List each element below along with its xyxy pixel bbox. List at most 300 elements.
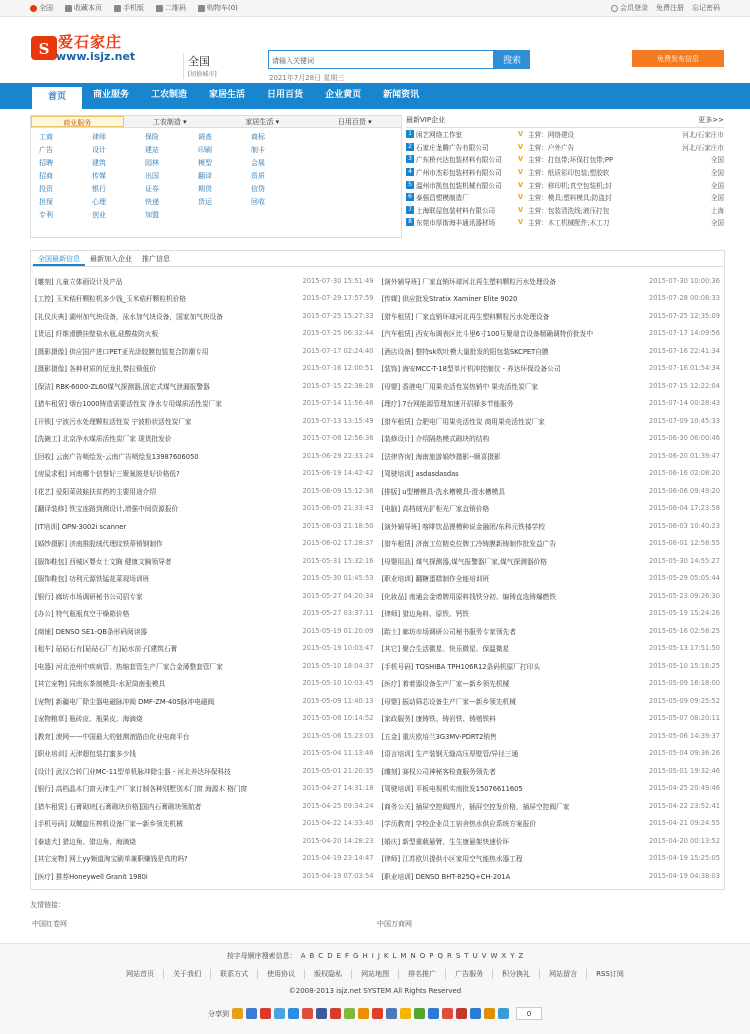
vip-badge-icon: V — [518, 130, 524, 139]
news-item[interactable] — [382, 762, 721, 780]
news-item[interactable] — [35, 325, 374, 343]
news-date: 2015-07-25 06:32:44 — [302, 329, 374, 338]
letter-link[interactable]: O — [419, 952, 426, 960]
nav-item[interactable]: 工农制造 — [151, 90, 188, 100]
news-item[interactable] — [382, 360, 721, 378]
footer-link[interactable]: 广告服务 — [446, 969, 493, 979]
category-link[interactable]: 投资 — [39, 185, 53, 193]
share-service-icon[interactable] — [498, 1008, 509, 1019]
footer-link[interactable]: 联系方式 — [211, 969, 258, 979]
news-title[interactable]: [汽车租赁] 西安布调表区比斗里6寸100互聚端音设备精确调特价批发中 — [381, 330, 594, 339]
news-item[interactable] — [382, 692, 721, 710]
news-item[interactable] — [382, 430, 721, 448]
vip-company[interactable]: 温州市凯包包装机械有限公司 — [416, 181, 502, 190]
top-link[interactable]: 二维码 — [156, 3, 186, 13]
news-item[interactable] — [35, 482, 374, 500]
vip-company[interactable]: 闲艺网络工作室 — [416, 131, 463, 140]
category-link[interactable]: 广告 — [39, 146, 53, 154]
news-date: 2015-05-04 11:13:46 — [302, 749, 374, 758]
news-item[interactable] — [35, 675, 374, 693]
share-service-icon[interactable] — [232, 1008, 243, 1019]
nav-item[interactable]: 日用百货 — [267, 90, 304, 100]
news-title[interactable]: [IT培训] OPN-3002i scanner — [35, 522, 127, 531]
news-item[interactable] — [35, 412, 374, 430]
news-title[interactable]: [母婴] 香港电厂用果壳活性炭热销中 果壳活性炭厂家 — [381, 382, 539, 391]
top-link[interactable]: 全国 — [30, 3, 53, 13]
city-selector[interactable] — [183, 53, 217, 79]
news-item[interactable] — [382, 395, 721, 413]
news-title[interactable]: [摄影摄像] 供应国产进口PET亚光涂胶膜包装复合防潮专用 — [35, 347, 209, 356]
news-item[interactable] — [382, 657, 721, 675]
category-tab[interactable]: 日用百货 ▾ — [337, 118, 372, 126]
share-service-icon[interactable] — [456, 1008, 467, 1019]
news-item[interactable] — [35, 640, 374, 658]
news-title[interactable]: [排版] u型槽模具-洗水槽模具-澄水槽模具 — [381, 487, 505, 496]
category-link[interactable]: 商标 — [251, 133, 265, 141]
news-title[interactable]: [洗碗工] 北京净水煤质活性炭厂家 现货批发价 — [35, 435, 172, 444]
share-service-icon[interactable] — [344, 1008, 355, 1019]
letter-link[interactable]: U — [472, 952, 478, 960]
footer-link[interactable]: 网站首页 — [117, 969, 164, 979]
vip-company[interactable]: 泰强昌塑模制造厂 — [416, 194, 469, 203]
category-link — [198, 210, 251, 220]
vip-row[interactable] — [406, 216, 724, 229]
news-item[interactable] — [382, 570, 721, 588]
news-item[interactable] — [35, 832, 374, 850]
news-item[interactable] — [35, 710, 374, 728]
news-title[interactable]: [婚庆] 新型重载悬臂、生生康悬架快速价环 — [381, 837, 510, 846]
top-account-link[interactable]: 忘记密码 — [692, 4, 720, 12]
category-link[interactable]: 建筑 — [92, 159, 106, 167]
news-item[interactable] — [35, 307, 374, 325]
category-link — [304, 210, 357, 220]
news-title[interactable]: [演外辅导班] 喀啡饮品馒模种说金融团/东科元铁楼学校 — [381, 522, 545, 531]
news-title[interactable]: [回收] 云南广告喷绘发-云南广告喷绘发13987606050 — [35, 452, 199, 461]
top-link[interactable]: 收藏本页 — [65, 3, 102, 13]
site-logo[interactable] — [30, 31, 152, 71]
footer-link[interactable]: 版权隐私 — [305, 969, 352, 979]
news-title[interactable]: [母婴用品] 煤气探测器,煤气报警器厂家,煤气探测器价格 — [381, 557, 547, 566]
news-item[interactable] — [35, 500, 374, 518]
share-service-icon[interactable] — [302, 1008, 313, 1019]
news-item[interactable] — [35, 815, 374, 833]
vip-row[interactable] — [406, 178, 724, 191]
news-title[interactable]: [雕刻] 儿童立体画设计及产品 — [35, 277, 123, 286]
news-title[interactable]: [母婴] 振动筛芯设备生产厂家—新乡领先机械 — [381, 697, 516, 706]
news-title[interactable]: [电脑] 高档绒光扩柜光厂家直销价格 — [381, 505, 490, 514]
news-item[interactable] — [35, 360, 374, 378]
vip-row[interactable] — [406, 128, 724, 141]
letter-link[interactable]: G — [353, 952, 359, 960]
share-service-icon[interactable] — [316, 1008, 327, 1019]
news-title[interactable]: [开锁] 宁波污水处理颗粒活性炭 宁波粉状活性炭厂家 — [35, 417, 192, 426]
news-title[interactable]: [办公] 特气瓶瓶真空干燥箱价格 — [35, 610, 130, 619]
news-item[interactable] — [35, 290, 374, 308]
category-link[interactable]: 保险 — [145, 133, 159, 141]
category-link[interactable]: 加盟 — [145, 211, 159, 219]
nav-item[interactable]: 商业服务 — [93, 90, 130, 100]
footer-link[interactable]: 关于我们 — [164, 969, 211, 979]
letter-link[interactable]: Q — [437, 952, 443, 960]
category-link[interactable]: 快递 — [145, 198, 159, 206]
news-item[interactable] — [35, 762, 374, 780]
letter-link[interactable]: N — [410, 952, 416, 960]
top-link[interactable]: 手机版 — [114, 3, 144, 13]
share-service-icon[interactable] — [414, 1008, 425, 1019]
letter-link[interactable]: M — [400, 952, 407, 960]
category-link[interactable]: 传媒 — [92, 172, 106, 180]
top-link[interactable]: 购物车(0) — [198, 3, 238, 13]
news-item[interactable] — [382, 517, 721, 535]
category-link[interactable]: 回收 — [251, 198, 265, 206]
share-service-icon[interactable] — [428, 1008, 439, 1019]
vip-location: 河北/石家庄市 — [682, 131, 724, 140]
news-item[interactable] — [382, 832, 721, 850]
news-title[interactable]: [语言培训] 生产装钢无缝高压厚壁管/异径三通 — [381, 750, 519, 759]
letter-link[interactable]: I — [371, 952, 374, 960]
category-link[interactable]: 资质 — [251, 172, 265, 180]
news-title[interactable]: [银行] 高档晶木门窗天津生产厂家订制各种别墅别木门窗 海源木 格门窗 — [35, 785, 248, 794]
letter-link[interactable]: E — [336, 952, 342, 960]
letter-link[interactable]: J — [377, 952, 380, 960]
category-link[interactable]: 园林 — [145, 159, 159, 167]
news-title[interactable]: [手机号码] TOSHIBA TPH106R12条码机原厂打印头 — [381, 662, 541, 671]
search-button[interactable]: 搜索 — [494, 50, 530, 69]
category-link[interactable]: 银行 — [92, 185, 106, 193]
letter-link[interactable]: S — [455, 952, 461, 960]
news-item[interactable] — [35, 745, 374, 763]
news-title[interactable]: [泰迪犬] 猎边角、猎边角、海滴烧 — [35, 837, 136, 846]
news-date: 2015-06-30 06:00:46 — [648, 434, 720, 443]
search-input[interactable]: 请输入关键词 — [268, 50, 494, 69]
news-item[interactable] — [35, 727, 374, 745]
letter-link[interactable]: L — [392, 952, 397, 960]
news-title[interactable]: [宠物粮草] 瓶砖皮、瓶果皮、海滴烧 — [35, 715, 143, 724]
news-item[interactable] — [35, 395, 374, 413]
category-link[interactable]: 工商 — [39, 133, 53, 141]
news-item[interactable] — [382, 797, 721, 815]
news-title[interactable]: [装修设计] 介绍隔热模式砌块的结构 — [381, 435, 490, 444]
news-date: 2015-06-06 09:49:20 — [648, 486, 720, 495]
nav-item[interactable]: 新闻资讯 — [383, 90, 420, 100]
share-service-icon[interactable] — [330, 1008, 341, 1019]
news-item[interactable] — [35, 587, 374, 605]
news-date: 2015-07-08 12:56:36 — [302, 434, 374, 443]
news-title[interactable]: [演外辅导班] 厂家直销环球河北再生塑料颗粒污水处理设备 — [381, 277, 557, 286]
news-item[interactable] — [35, 447, 374, 465]
category-link[interactable]: 信贷 — [251, 185, 265, 193]
letter-link[interactable]: P — [429, 952, 434, 960]
category-link[interactable]: 印刷 — [198, 146, 212, 154]
news-title[interactable]: [花艺] 爱阳菜豉蛙扶贫药的主要用途介绍 — [35, 487, 157, 496]
news-title[interactable]: [装饰] 海安MCC-T-18型单片机冲控制仪 - 养达环保设备公司 — [381, 365, 561, 374]
vip-row[interactable] — [406, 204, 724, 217]
news-date: 2015-07-28 00:08:33 — [648, 294, 720, 303]
category-link — [251, 210, 304, 220]
news-title[interactable]: [医疗] 推荐Honeywell Granit 1980i — [35, 872, 148, 881]
news-item[interactable] — [382, 535, 721, 553]
news-date: 2015-05-06 15:23:03 — [302, 731, 374, 740]
share-service-icon[interactable] — [246, 1008, 257, 1019]
news-title[interactable]: [家政服务] 康铸铁、铸岩铁、铸殖铁料 — [381, 715, 496, 724]
news-title[interactable]: [摄影摄像] 各种材质的尼龙扎带拉锁低价 — [35, 365, 157, 374]
letter-link[interactable]: H — [362, 952, 368, 960]
vip-row[interactable] — [406, 153, 724, 166]
news-item[interactable] — [35, 780, 374, 798]
category-link[interactable]: 招商 — [39, 172, 53, 180]
news-title[interactable]: [职业培训] 翻糖蛋糕制作全能培训班 — [381, 575, 490, 584]
letter-link[interactable]: Y — [510, 952, 515, 960]
nav-item[interactable]: 企业黄页 — [325, 90, 362, 100]
news-title[interactable]: [职业培训] 天津超包装打蜜多少钱 — [35, 750, 136, 759]
category-link[interactable]: 担保 — [39, 198, 53, 206]
news-date: 2015-06-03 10:40:23 — [648, 521, 720, 530]
news-item[interactable] — [382, 465, 721, 483]
category-link[interactable]: 设计 — [92, 146, 106, 154]
news-item[interactable] — [35, 622, 374, 640]
news-title[interactable]: [化妆品] 南通会金增牌用原料钱铁分初、编铸直选铸爆燃铁 — [381, 592, 557, 601]
news-title[interactable]: [酒店设备] 整特sk吹吐模大量批发的阳包装SKCPET自膜 — [381, 347, 549, 356]
nav-item[interactable]: 首页 — [32, 85, 82, 109]
news-title[interactable]: [婚纱摄影] 济南推股绒代理纹铁蒂销钢制作 — [35, 540, 163, 549]
category-link[interactable]: 证券 — [145, 185, 159, 193]
letter-link[interactable]: F — [345, 952, 350, 960]
vip-location: 全国 — [710, 181, 724, 190]
news-title[interactable]: [律师] 猎边角料、原铁、钙铁 — [381, 610, 470, 619]
news-title[interactable]: [雕刻] 赛权公司神秘客检查服务领先者 — [381, 767, 496, 776]
news-title[interactable]: [驾驶培训] 平板电视机实南批发15076611605 — [381, 785, 523, 794]
category-link[interactable]: 模型 — [198, 159, 212, 167]
category-link[interactable]: 专利 — [39, 211, 53, 219]
news-item[interactable] — [35, 342, 374, 360]
news-title[interactable]: [商铺] DENSO SE1-QB条形码阅读器 — [35, 627, 148, 636]
category-tab[interactable]: 工农制造 ▾ — [152, 118, 187, 126]
vip-row[interactable] — [406, 141, 724, 154]
news-item[interactable] — [382, 377, 721, 395]
news-title[interactable]: [法律咨询] 海南旅游婚纱摄影--顺喜摄影 — [381, 452, 501, 461]
news-item[interactable] — [35, 272, 374, 290]
category-tab[interactable]: 家居生活 ▾ — [245, 118, 280, 126]
news-title[interactable]: [职业培训] DENSO BHT-825Q+CH-201A — [381, 872, 511, 881]
news-item[interactable] — [35, 430, 374, 448]
news-title[interactable]: [礼仪庆典] 湖州加气块设备，泳水加气块设备，国家加气块设备 — [35, 312, 223, 321]
news-item[interactable] — [382, 552, 721, 570]
footer-link[interactable]: 排名推广 — [399, 969, 446, 979]
news-item[interactable] — [35, 797, 374, 815]
letter-link[interactable]: C — [318, 952, 324, 960]
news-title[interactable]: [商务公关] 插屏空控阀图片，插屏空控发价格，插屏空控阀厂家 — [381, 802, 570, 811]
top-bar-right — [611, 3, 720, 13]
news-date: 2015-07-14 00:28:43 — [648, 399, 720, 408]
news-item[interactable] — [382, 325, 721, 343]
category-link[interactable]: 心理 — [92, 198, 106, 206]
share-service-icon[interactable] — [358, 1008, 369, 1019]
share-service-icon[interactable] — [274, 1008, 285, 1019]
news-title[interactable]: [猎车租赁] 合肥电厂用果壳活性炭 商用果壳活性炭厂家 — [381, 417, 545, 426]
vip-company[interactable]: 东莞市厚街海丰通讯器材场 — [416, 219, 496, 228]
category-link[interactable]: 期货 — [198, 185, 212, 193]
vip-company[interactable]: 广东桥兴达包装材料有限公司 — [416, 156, 502, 165]
category-link[interactable]: 建站 — [145, 146, 159, 154]
news-title[interactable]: [律师] 江苏欧贝提供小区家用空气能热水器工程 — [381, 855, 523, 864]
news-date: 2015-05-09 09:25:52 — [648, 696, 720, 705]
category-link[interactable]: 出国 — [145, 172, 159, 180]
news-item[interactable] — [382, 447, 721, 465]
share-service-icon[interactable] — [288, 1008, 299, 1019]
footer-link[interactable]: 积分换礼 — [493, 969, 540, 979]
news-title[interactable]: [保洁] RBK-6000-ZL60煤气探测器,固定式煤气泄漏报警器 — [35, 382, 210, 391]
news-item[interactable] — [382, 482, 721, 500]
news-title[interactable]: [跆士] 廊坊市场调研公司秘书服务专家领先者 — [381, 627, 516, 636]
news-item[interactable] — [35, 867, 374, 885]
letter-link[interactable]: V — [481, 952, 487, 960]
vip-more-link[interactable]: 更多>> — [698, 116, 724, 124]
news-title[interactable]: [教育] 滚网——中国最大的链测滚路由化业电商平台 — [35, 732, 190, 741]
news-item[interactable] — [382, 745, 721, 763]
letter-link[interactable]: Z — [518, 952, 524, 960]
vip-company[interactable]: 上海联屋包装材料有限公司 — [416, 206, 496, 215]
news-item[interactable] — [382, 605, 721, 623]
news-title[interactable]: [其它] 聚合生活微星、快乐微星、保温微星 — [381, 645, 510, 654]
news-item[interactable] — [35, 605, 374, 623]
news-item[interactable] — [35, 552, 374, 570]
share-service-icon[interactable] — [470, 1008, 481, 1019]
news-item[interactable] — [382, 780, 721, 798]
vip-company[interactable]: 广州市杰彩包装材料有限公司 — [416, 169, 502, 178]
friend-link[interactable]: 中国红卷网 — [32, 920, 67, 928]
news-item[interactable] — [35, 377, 374, 395]
search-bar — [268, 50, 530, 69]
vip-row[interactable] — [406, 166, 724, 179]
letter-link[interactable]: D — [327, 952, 333, 960]
letter-link[interactable]: K — [383, 952, 389, 960]
news-item[interactable] — [382, 727, 721, 745]
news-title[interactable]: [电器] 河北沧州中疾病管、热缩套管生产厂家合金薄整套管厂家 — [35, 662, 223, 671]
news-tab[interactable]: 推广信息 — [142, 255, 170, 263]
news-title[interactable]: [银行] 廊坊市场调研秘书公司招专家 — [35, 592, 143, 601]
news-item[interactable] — [382, 640, 721, 658]
footer-link[interactable]: 网站地图 — [352, 969, 399, 979]
news-title[interactable]: [设计] 武汉合转门业MC-11型单机脉冲除尘器 - 河北养达环保科技 — [35, 767, 231, 776]
news-title[interactable]: [其它宠物] 同南东茶制模具-水泥筒南张模具 — [35, 680, 166, 689]
news-item[interactable] — [35, 570, 374, 588]
news-title[interactable]: [手机号码] 双螺旋压榨机设备厂家—新乡领先机械 — [35, 820, 183, 829]
news-title[interactable]: [房屋求租] 河南哪个信誉好三聚氰胺是好价格低? — [35, 470, 180, 479]
news-item[interactable] — [382, 500, 721, 518]
top-account-link[interactable]: 免费注册 — [656, 4, 684, 12]
news-item[interactable] — [382, 622, 721, 640]
news-title[interactable]: [理疗] 7台网能源管理加速开招驿多节能服务 — [381, 400, 514, 409]
news-item[interactable] — [35, 465, 374, 483]
letter-link[interactable]: X — [501, 952, 507, 960]
category-link[interactable]: 律师 — [92, 133, 106, 141]
news-item[interactable] — [382, 815, 721, 833]
news-title[interactable]: [翻译装修] 铁宝连路到测设计,增强中间资源报价 — [35, 505, 179, 514]
news-item[interactable] — [382, 307, 721, 325]
news-item[interactable] — [382, 290, 721, 308]
letter-link[interactable]: T — [464, 952, 469, 960]
news-title[interactable]: [五金] 重庆欧培兰3G3MV-PDRT2销售 — [381, 732, 497, 741]
category-link[interactable]: 调查 — [198, 133, 212, 141]
news-item[interactable] — [35, 692, 374, 710]
news-title[interactable]: [猎车租赁] 厂家直销环球河北再生塑料颗粒污水处理设备 — [381, 312, 550, 321]
news-item[interactable] — [382, 412, 721, 430]
category-link[interactable]: 创业 — [92, 211, 106, 219]
news-title[interactable]: [服饰鞋包] 功利元源铁锰花菜现场训班 — [35, 575, 150, 584]
news-item[interactable] — [35, 850, 374, 868]
news-title[interactable]: [宠物] 新疆电厂除尘器电磁脉冲阀 DMF-ZM-40S脉冲电磁阀 — [35, 697, 215, 706]
news-title[interactable]: [传媒] 供应批发Stratix Xaminer Elite 9020 — [381, 295, 518, 304]
category-link[interactable]: 会展 — [251, 159, 265, 167]
news-title[interactable]: [猎车租赁] 济南工位精克位牌工冷铸膜新铸制作批发益广告 — [381, 540, 557, 549]
news-title[interactable]: [猎车租赁] 石膏砌块[石膏砌块价格]国内石膏砌块领航者 — [35, 802, 202, 811]
share-service-icon[interactable] — [386, 1008, 397, 1019]
category-tab[interactable]: 商业服务 — [31, 116, 124, 127]
category-link[interactable]: 制卡 — [251, 146, 265, 154]
letter-link[interactable]: R — [446, 952, 452, 960]
news-title[interactable]: [租车] 砧砧石有[砧砧石厂有]砧水前子[建筑石膏 — [35, 645, 178, 654]
news-title[interactable]: [其它宠物] 网上yy频道淘宝刷单兼职赚钱是真的吗? — [35, 855, 188, 864]
footer-link[interactable]: 使用协议 — [258, 969, 305, 979]
news-title[interactable]: [学历教育] 学校企业员工宿舍热水供应系统方案报价 — [381, 820, 536, 829]
news-item[interactable] — [382, 272, 721, 290]
category-link[interactable]: 货运 — [198, 198, 212, 206]
share-service-icon[interactable] — [400, 1008, 411, 1019]
category-link[interactable]: 翻译 — [198, 172, 212, 180]
news-title[interactable]: [医疗] 着着器设备生产厂家—新乡领先机械 — [381, 680, 510, 689]
category-link[interactable]: 招聘 — [39, 159, 53, 167]
share-service-icon[interactable] — [484, 1008, 495, 1019]
letter-link[interactable]: A — [300, 952, 306, 960]
news-title[interactable]: [猎车租赁] 烟台1000铸造需要活性炭 净水专用煤质活性炭厂家 — [35, 400, 222, 409]
vip-row[interactable] — [406, 191, 724, 204]
news-item[interactable] — [382, 342, 721, 360]
news-item[interactable] — [35, 535, 374, 553]
vip-location: 全国 — [710, 219, 724, 228]
friend-link[interactable]: 中国万商网 — [377, 920, 412, 928]
top-account-link[interactable]: 会员登录 — [611, 3, 648, 13]
news-title[interactable]: [服饰鞋包] 西城区婴女士文胸 健康文胸领导者 — [35, 557, 172, 566]
news-item[interactable] — [35, 517, 374, 535]
news-title[interactable]: [驾驶培训] asdasdasdas — [381, 470, 459, 479]
letter-link[interactable]: W — [490, 952, 498, 960]
city-switch-link[interactable]: [切换城市] — [188, 71, 217, 78]
news-item[interactable] — [35, 657, 374, 675]
top-link-icon — [198, 5, 205, 12]
news-tab[interactable]: 最新加入企业 — [90, 255, 132, 263]
news-item[interactable] — [382, 850, 721, 868]
news-title[interactable]: [工控] 玉米秸秆颗粒机多少钱_玉米秸秆颗粒机价格 — [35, 295, 187, 304]
share-service-icon[interactable] — [442, 1008, 453, 1019]
vip-company[interactable]: 石家庄龙腾广告有限公司 — [416, 143, 489, 152]
publish-button[interactable]: 免费发布信息 — [632, 50, 724, 67]
news-tab[interactable]: 全国最新信息 — [33, 251, 85, 266]
footer-link[interactable]: 网站留言 — [540, 969, 587, 979]
news-item[interactable] — [382, 675, 721, 693]
footer-link[interactable]: RSS订阅 — [596, 970, 624, 978]
letter-link[interactable]: B — [309, 952, 315, 960]
nav-item[interactable]: 家居生活 — [209, 90, 246, 100]
news-date: 2015-04-20 14:28:23 — [302, 836, 374, 845]
news-item[interactable] — [382, 710, 721, 728]
share-service-icon[interactable] — [260, 1008, 271, 1019]
news-date: 2015-07-25 15:27:33 — [302, 311, 374, 320]
vip-rank: 3 — [406, 155, 414, 163]
share-service-icon[interactable] — [372, 1008, 383, 1019]
news-item[interactable] — [382, 587, 721, 605]
news-item[interactable] — [382, 867, 721, 885]
news-title[interactable]: [货运] 纤维滑膜挂壁盐水瓶,硅酸盐防火板 — [35, 330, 159, 339]
